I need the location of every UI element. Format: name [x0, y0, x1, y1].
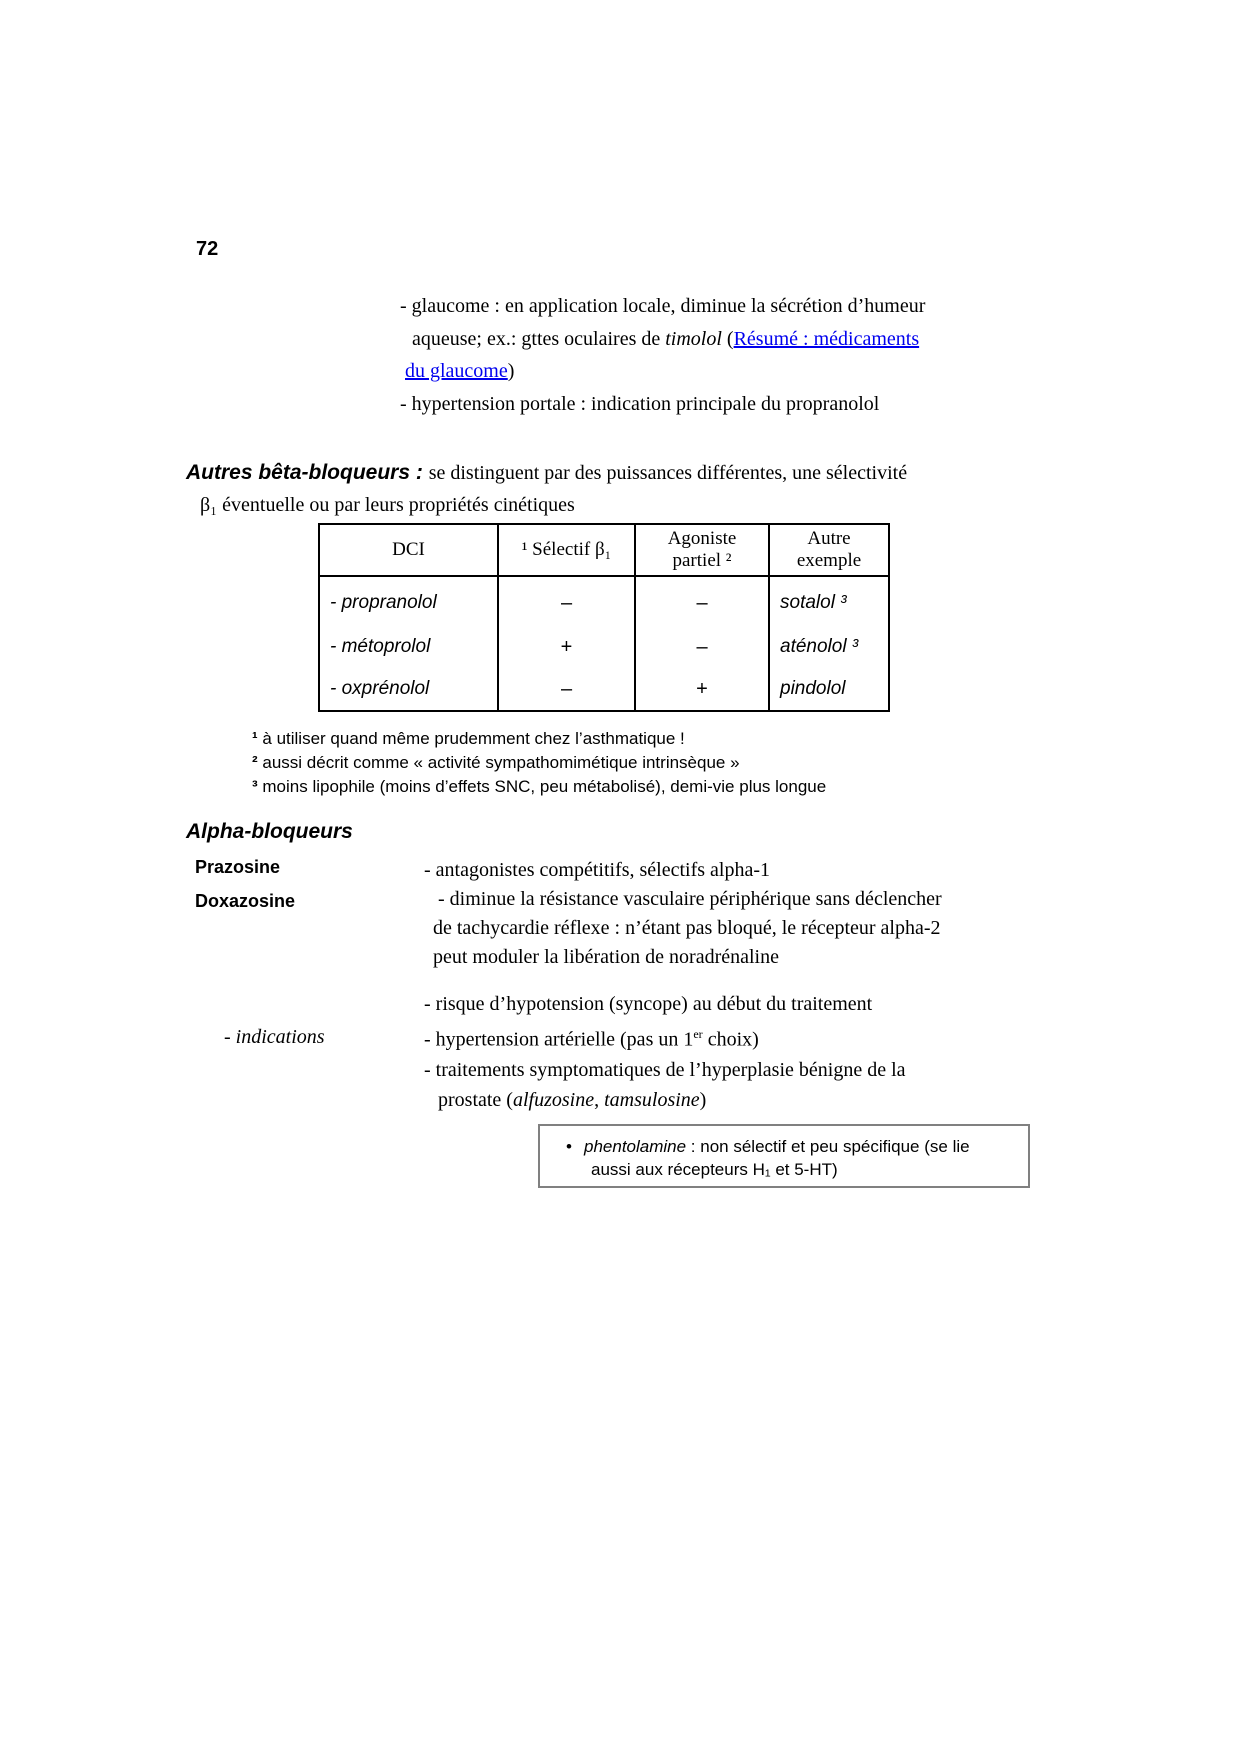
spacer — [424, 972, 1064, 989]
table-header-row — [319, 524, 889, 576]
superscript-er: er — [693, 1027, 703, 1041]
beta-blockers-table — [318, 523, 890, 712]
table-row-metoprolol — [319, 626, 889, 668]
cell-selectif: – — [498, 576, 635, 626]
drug-tamsulosine: tamsulosine — [604, 1088, 700, 1111]
cell-dci: - propranolol — [319, 576, 498, 626]
section-heading: Autres bêta-bloqueurs : — [186, 461, 429, 484]
glaucoma-line-2: aqueuse; ex.: gttes oculaires de timolol (Résumé : médicaments — [412, 327, 920, 350]
alpha-line-antagonistes: - antagonistes compétitifs, sélectifs alpha-1 — [424, 859, 771, 881]
footnote-2: ² aussi décrit comme « activité sympathomimétique intrinsèque » — [252, 753, 740, 772]
other-beta-blockers-section — [186, 457, 1086, 521]
phentolamine-line-2: aussi aux récepteurs H₁ et 5-HT) — [591, 1160, 838, 1179]
table-row-oxprenolol — [319, 668, 889, 711]
glaucoma-line-3: du glaucome) — [405, 360, 515, 382]
other-beta-blockers-heading-line: Autres bêta-bloqueurs : se distinguent par des puissances différentes, une sélectivité — [186, 461, 908, 484]
alpha-line-tachycardie: de tachycardie réflexe : n’étant pas bloqué, le récepteur alpha-2 — [433, 917, 941, 939]
cell-selectif: – — [498, 668, 635, 711]
alpha-line-prostate: prostate (alfuzosine, tamsulosine) — [438, 1088, 707, 1111]
glaucoma-line: - glaucome : en application locale, diminue la sécrétion d’humeur — [400, 295, 926, 317]
cell-selectif: + — [498, 626, 635, 668]
cell-dci: - métoprolol — [319, 626, 498, 668]
alpha-line-noradrenaline: peut moduler la libération de noradrénaline — [433, 946, 779, 968]
drug-timolol: timolol — [665, 327, 722, 350]
cell-agoniste: – — [635, 626, 769, 668]
beta-blocker-indications-block — [400, 290, 1000, 420]
cell-autre: sotalol ³ — [769, 576, 889, 626]
indications-label: - indications — [224, 1026, 325, 1048]
header-agoniste-partiel: Agoniste partiel ² — [635, 524, 769, 576]
cell-autre: pindolol — [769, 668, 889, 711]
page-number: 72 — [196, 238, 219, 260]
phentolamine-line-1: • phentolamine : non sélectif et peu spécifique (se lie — [566, 1137, 970, 1156]
cell-dci: - oxprénolol — [319, 668, 498, 711]
header-autre-exemple: Autre exemple — [769, 524, 889, 576]
cell-autre: aténolol ³ — [769, 626, 889, 668]
drug-doxazosine: Doxazosine — [195, 891, 296, 911]
glaucoma-summary-link-part2[interactable]: du glaucome — [405, 360, 508, 382]
drug-alfuzosine: alfuzosine — [512, 1088, 595, 1111]
table-footnotes — [252, 727, 1012, 799]
alpha-blockers-description — [424, 856, 1064, 1115]
drug-prazosine: Prazosine — [195, 857, 281, 877]
footnote-1: ¹ à utiliser quand même prudemment chez l’asthmatique ! — [252, 729, 685, 748]
alpha-line-traitements: - traitements symptomatiques de l’hyperplasie bénigne de la — [424, 1058, 906, 1081]
glaucoma-summary-link-part1[interactable]: Résumé : médicaments — [733, 327, 920, 350]
footnote-3: ³ moins lipophile (moins d’effets SNC, peu métabolisé), demi-vie plus longue — [252, 777, 827, 796]
alpha-blockers-heading: Alpha-bloqueurs — [186, 820, 353, 843]
alpha-line-hypertension: - hypertension artérielle (pas un 1er choix) — [424, 1027, 759, 1051]
cell-agoniste: + — [635, 668, 769, 711]
header-selectif-beta1: ¹ Sélectif β₁ — [498, 524, 635, 576]
cell-agoniste: – — [635, 576, 769, 626]
alpha-line-resistance: - diminue la résistance vasculaire périphérique sans déclencher — [438, 888, 942, 910]
table-row-propranolol — [319, 576, 889, 626]
beta1-selectivity-line: β₁ éventuelle ou par leurs propriétés cinétiques — [200, 494, 575, 516]
header-dci: DCI — [319, 524, 498, 576]
drug-phentolamine: phentolamine — [584, 1137, 687, 1156]
phentolamine-note-box — [538, 1124, 1030, 1188]
portal-hypertension-line: - hypertension portale : indication principale du propranolol — [400, 392, 880, 415]
alpha-line-hypotension: - risque d’hypotension (syncope) au début du traitement — [424, 993, 873, 1015]
bullet-icon: • — [566, 1137, 572, 1156]
